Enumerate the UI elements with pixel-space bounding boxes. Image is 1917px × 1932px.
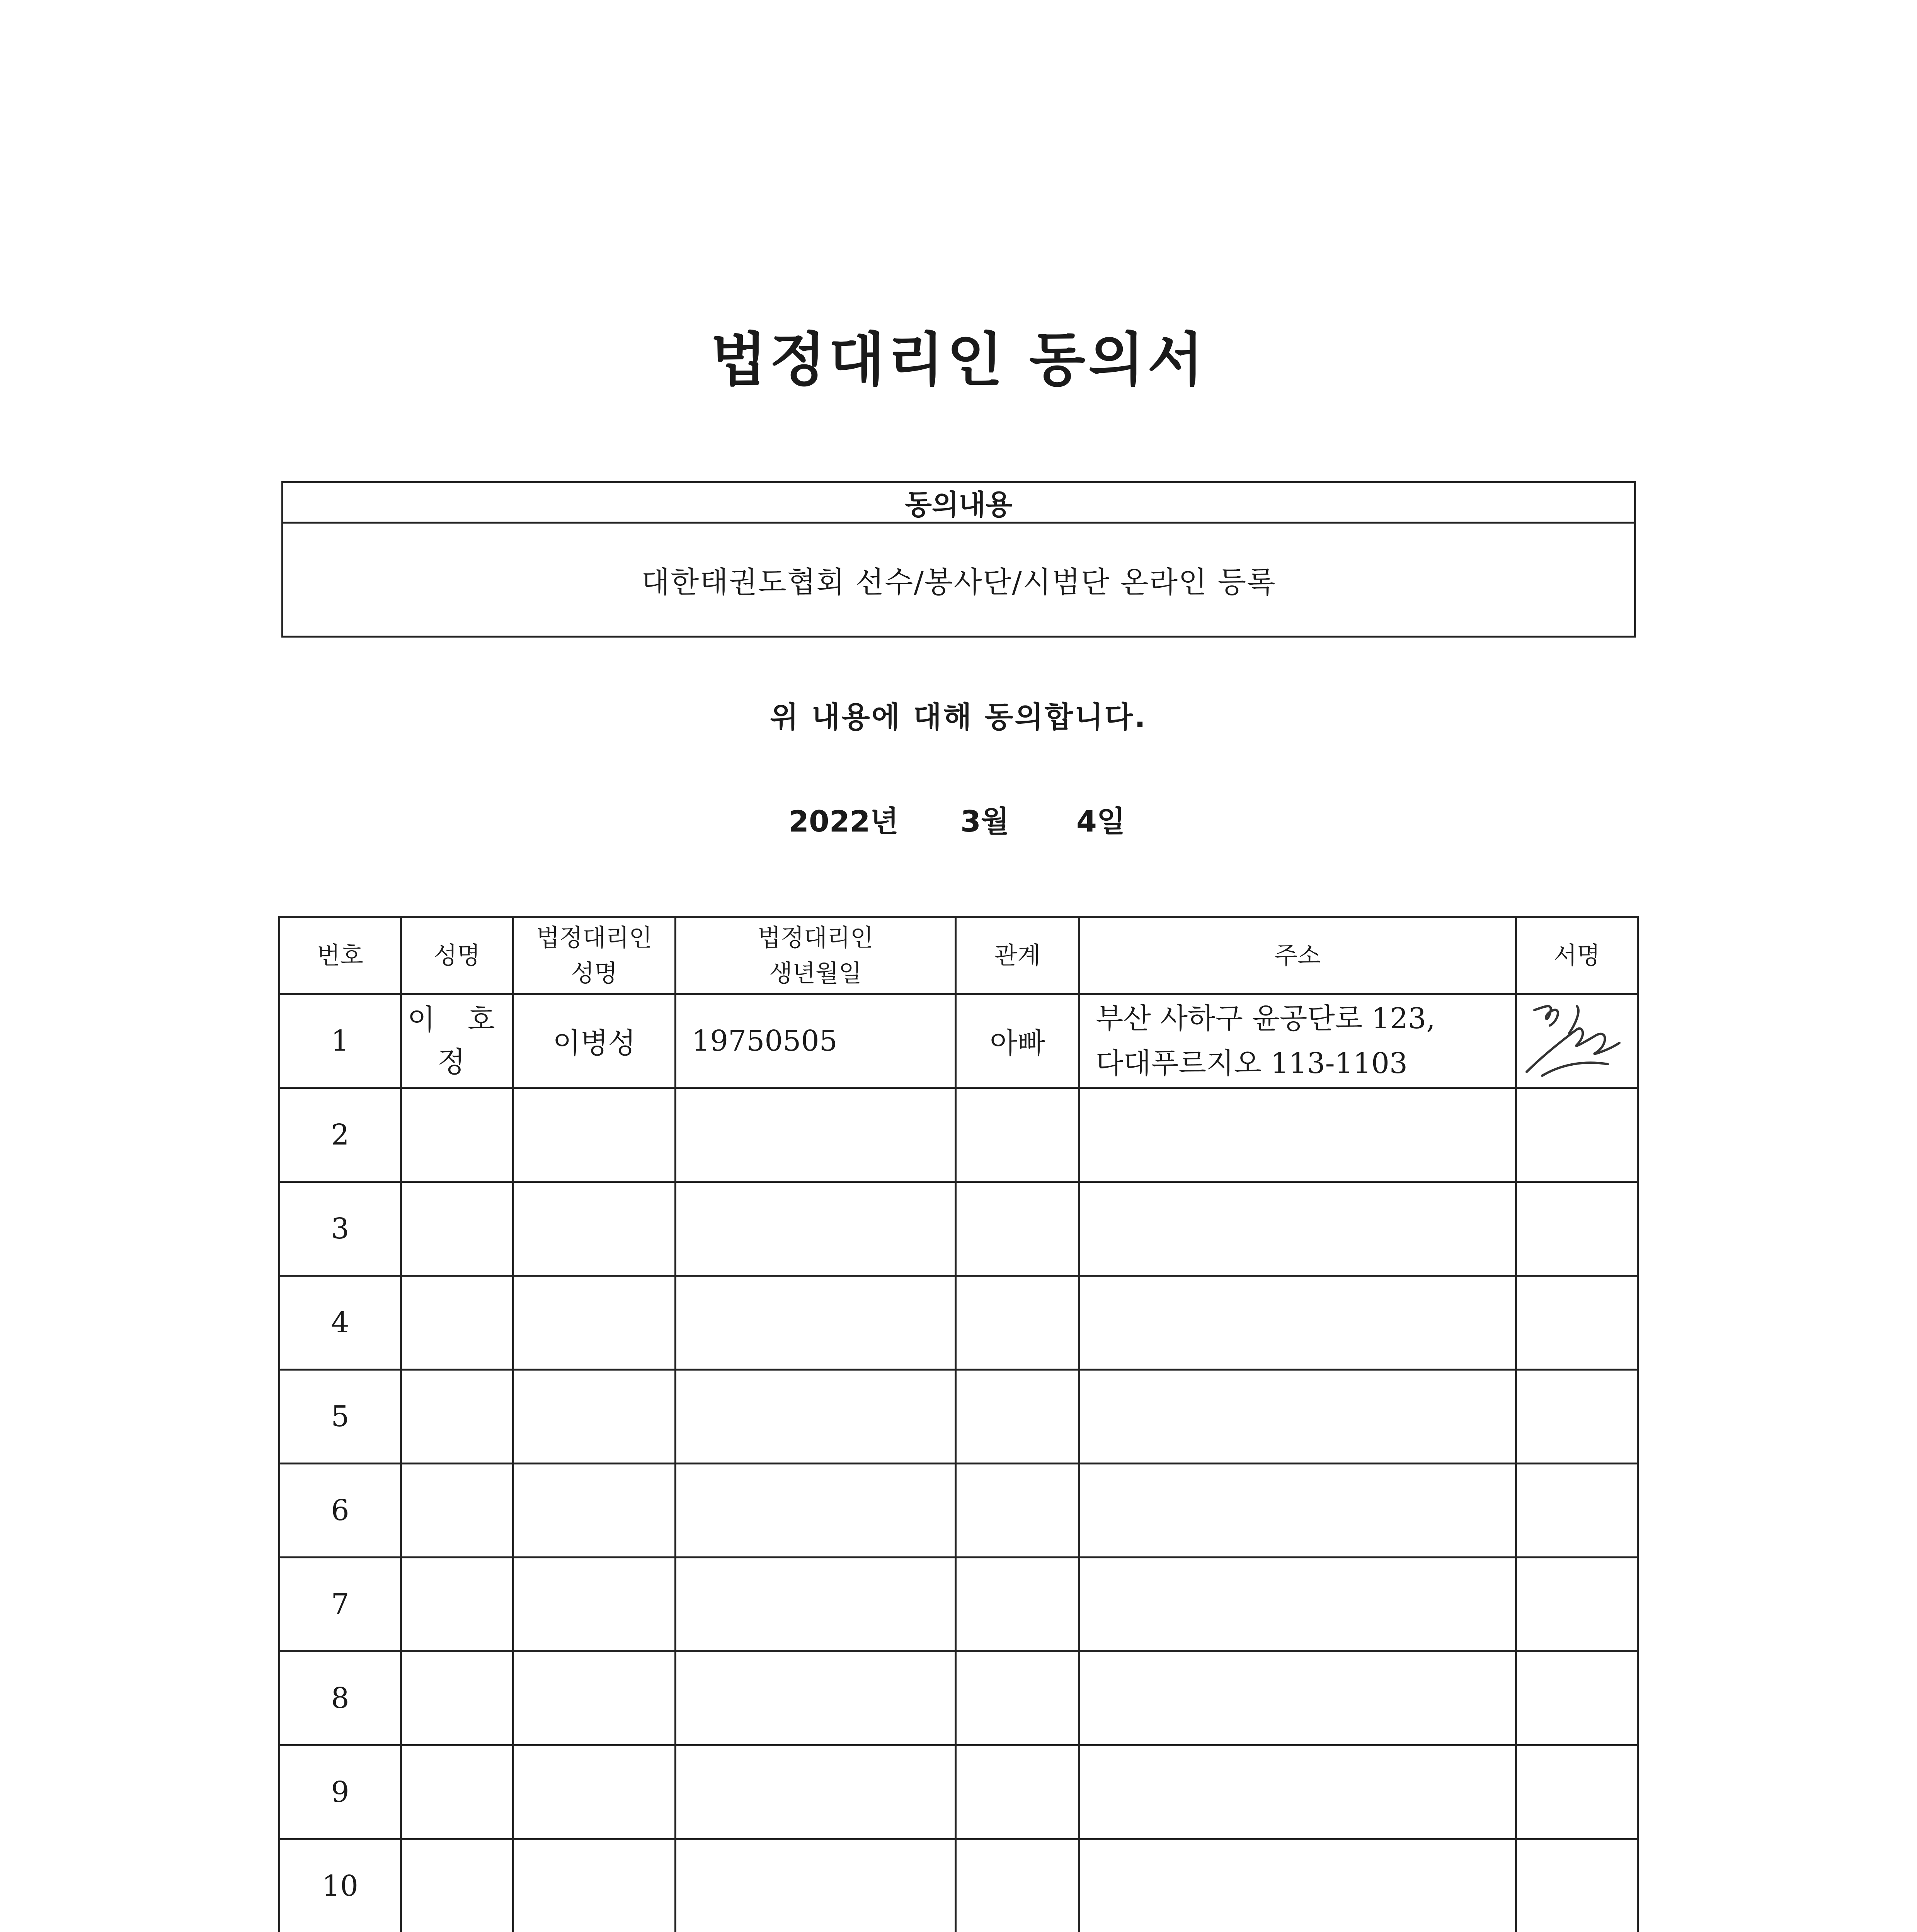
row-no: 4 [279,1276,401,1370]
row-name [401,994,513,1088]
row-signature [1516,1745,1638,1839]
table-row [279,1182,1638,1276]
row-relation: 아빠 [956,994,1079,1088]
header-guardian-name-line1: 법정대리인 [536,923,652,952]
row-guardian-birth: 19750505 [676,994,956,1088]
row-guardian-birth [676,1464,956,1558]
row-no: 6 [279,1464,401,1558]
row-address [1079,1088,1516,1182]
row-name [401,1088,513,1182]
row-guardian-name [513,1558,676,1651]
row-address [1079,1745,1516,1839]
consent-header: 동의내용 [283,483,1634,524]
row-signature [1516,1088,1638,1182]
table-row [279,1745,1638,1839]
row-signature [1516,1558,1638,1651]
header-address: 주소 [1079,917,1516,994]
date-day: 4일 [1076,804,1125,838]
row-address [1079,1651,1516,1745]
header-no: 번호 [279,917,401,994]
row-address [1079,1464,1516,1558]
row-guardian-name [513,1839,676,1932]
table-row [279,1088,1638,1182]
row-guardian-birth [676,1558,956,1651]
row-name [401,1276,513,1370]
row-relation [956,1839,1079,1932]
row-guardian-birth [676,1651,956,1745]
row-name-line2: 정 [437,1046,477,1079]
row-relation [956,1370,1079,1464]
row-relation [956,1558,1079,1651]
row-name [401,1182,513,1276]
row-guardian-name [513,1370,676,1464]
table-row [279,1276,1638,1370]
table-row [279,1558,1638,1651]
row-address-line2: 다대푸르지오 113-1103 [1096,1047,1408,1080]
table-row [279,1464,1638,1558]
row-address [1079,1558,1516,1651]
row-relation [956,1088,1079,1182]
table-header-row [279,917,1638,994]
row-guardian-name [513,1464,676,1558]
row-address [1079,1370,1516,1464]
row-address [1079,1276,1516,1370]
header-guardian-birth-line1: 법정대리인 [758,923,873,952]
row-guardian-birth [676,1088,956,1182]
row-guardian-birth [676,1276,956,1370]
table-row [279,994,1638,1088]
row-name [401,1745,513,1839]
row-guardian-birth [676,1182,956,1276]
row-no: 3 [279,1182,401,1276]
row-address [1079,994,1516,1088]
date-year: 2022년 [788,804,899,838]
header-guardian-birth-line2: 생년월일 [769,959,862,987]
row-no: 8 [279,1651,401,1745]
table-row [279,1370,1638,1464]
header-name: 성명 [401,917,513,994]
row-signature [1516,1182,1638,1276]
row-no: 1 [279,994,401,1088]
row-guardian-birth [676,1839,956,1932]
row-no: 7 [279,1558,401,1651]
row-relation [956,1182,1079,1276]
header-guardian-name [513,917,676,994]
row-name [401,1651,513,1745]
row-signature [1516,994,1638,1088]
row-guardian-name [513,1276,676,1370]
row-name [401,1370,513,1464]
row-no: 9 [279,1745,401,1839]
row-guardian-name [513,1745,676,1839]
row-address-line1: 부산 사하구 윤공단로 123, [1096,1002,1435,1035]
row-signature [1516,1839,1638,1932]
row-no: 5 [279,1370,401,1464]
row-no: 2 [279,1088,401,1182]
row-guardian-name [513,1651,676,1745]
table-row [279,1839,1638,1932]
row-guardian-birth [676,1370,956,1464]
table-row [279,1651,1638,1745]
row-guardian-birth [676,1745,956,1839]
header-relation: 관계 [956,917,1079,994]
row-name [401,1839,513,1932]
row-no: 10 [279,1839,401,1932]
row-relation [956,1276,1079,1370]
header-guardian-name-line2: 성명 [571,959,618,987]
handwritten-signature-icon [1519,998,1635,1083]
consent-content: 대한태권도협회 선수/봉사단/시범단 온라인 등록 [641,565,1276,599]
row-address [1079,1182,1516,1276]
row-signature [1516,1464,1638,1558]
row-name [401,1558,513,1651]
consent-box [281,481,1636,638]
row-relation [956,1651,1079,1745]
row-name-line1: 이 호 [407,1003,507,1036]
date-month: 3월 [960,804,1010,838]
agreement-statement: 위 내용에 대해 동의합니다. [770,700,1147,734]
row-guardian-name [513,1182,676,1276]
row-name [401,1464,513,1558]
document-title: 법정대리인 동의서 [710,327,1207,394]
row-relation [956,1464,1079,1558]
row-guardian-name: 이병성 [513,994,676,1088]
row-address [1079,1839,1516,1932]
row-signature [1516,1370,1638,1464]
header-guardian-birth [676,917,956,994]
row-signature [1516,1651,1638,1745]
header-signature: 서명 [1516,917,1638,994]
registration-table [278,916,1639,1932]
row-relation [956,1745,1079,1839]
row-signature [1516,1276,1638,1370]
row-guardian-name [513,1088,676,1182]
